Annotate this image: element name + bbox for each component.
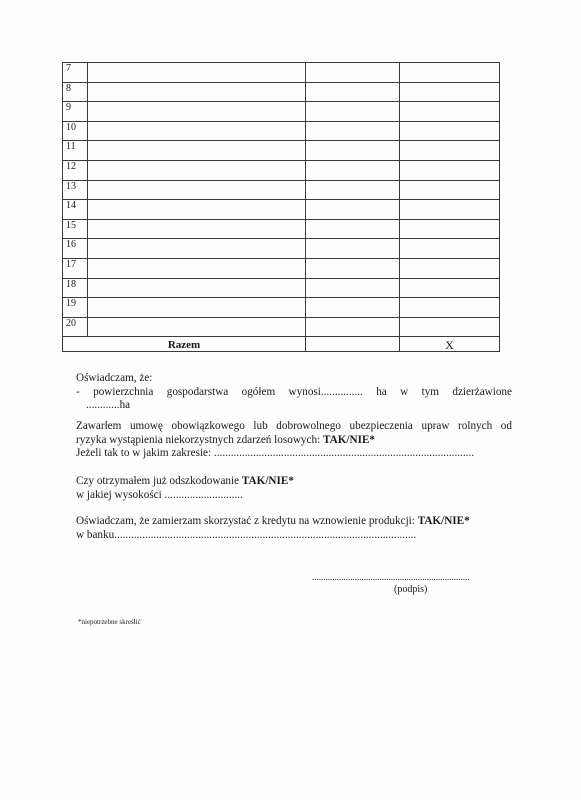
compensation-question: Czy otrzymałem już odszkodowanie: [76, 475, 242, 487]
compensation-amount-line: w jakiej wysokości ............................: [76, 488, 243, 501]
empty-cell: [400, 63, 500, 83]
row-number: 7: [63, 63, 88, 83]
compensation-declaration: [76, 475, 512, 502]
empty-cell: [306, 141, 400, 161]
empty-cell: [306, 82, 400, 102]
empty-cell: [400, 121, 500, 141]
row-number: 8: [63, 82, 88, 102]
empty-cell: [88, 278, 306, 298]
empty-cell: [306, 121, 400, 141]
row-number: 12: [63, 160, 88, 180]
total-x-mark: X: [400, 337, 500, 352]
empty-cell: [400, 258, 500, 278]
empty-cell: [306, 278, 400, 298]
empty-cell: [88, 219, 306, 239]
empty-cell: [88, 180, 306, 200]
parcel-table-body: [63, 63, 500, 352]
row-number: 20: [63, 317, 88, 337]
empty-cell: [400, 82, 500, 102]
row-number: 14: [63, 200, 88, 220]
credit-question: Oświadczam, że zamierzam skorzystać z kredytu na wznowienie produkcji:: [76, 515, 418, 527]
total-label: Razem: [63, 337, 306, 352]
table-row: [63, 317, 500, 337]
row-number: 13: [63, 180, 88, 200]
empty-cell: [400, 317, 500, 337]
empty-cell: [400, 219, 500, 239]
area-statement-line: - powierzchnia gospodarstwa ogółem wynosi............... ha w tym dzierżawione: [76, 385, 512, 398]
empty-cell: [400, 298, 500, 318]
row-number: 9: [63, 102, 88, 122]
row-number: 17: [63, 258, 88, 278]
table-row: [63, 200, 500, 220]
empty-cell: [306, 239, 400, 259]
table-row: [63, 63, 500, 83]
table-row: [63, 219, 500, 239]
empty-cell: [88, 121, 306, 141]
row-number: 11: [63, 141, 88, 161]
compensation-line-1: [76, 475, 512, 489]
row-number: 18: [63, 278, 88, 298]
empty-cell: [306, 102, 400, 122]
row-number: 15: [63, 219, 88, 239]
table-row: [63, 121, 500, 141]
leased-area-line: ............ha: [86, 399, 131, 411]
empty-cell: [88, 298, 306, 318]
signature-label: (podpis): [394, 584, 428, 595]
empty-cell: [306, 219, 400, 239]
empty-cell: [88, 160, 306, 180]
empty-cell: [400, 278, 500, 298]
empty-cell: [306, 180, 400, 200]
credit-yes-no: TAK/NIE*: [417, 515, 470, 527]
empty-cell: [306, 160, 400, 180]
table-row: [63, 258, 500, 278]
empty-cell: [400, 102, 500, 122]
empty-cell: [306, 317, 400, 337]
empty-cell: [306, 200, 400, 220]
row-number: 10: [63, 121, 88, 141]
empty-cell: [88, 102, 306, 122]
empty-cell: [88, 317, 306, 337]
empty-cell: [88, 141, 306, 161]
insurance-question: ryzyka wystąpienia niekorzystnych zdarzeń losowych:: [76, 433, 323, 446]
credit-line-1: [76, 515, 512, 529]
table-row: [63, 180, 500, 200]
row-number: 16: [63, 239, 88, 259]
declaration-area: [76, 372, 512, 413]
empty-cell: [400, 200, 500, 220]
empty-cell: [88, 258, 306, 278]
empty-cell: [306, 298, 400, 318]
insurance-declaration: [76, 420, 512, 461]
row-number: 19: [63, 298, 88, 318]
empty-cell: [400, 239, 500, 259]
table-row: [63, 141, 500, 161]
empty-cell: [400, 141, 500, 161]
footnote: *niepotrzebne skreślić: [78, 618, 141, 626]
table-row: [63, 298, 500, 318]
total-cell: [306, 337, 400, 352]
empty-cell: [88, 200, 306, 220]
declaration-heading: Oświadczam, że:: [76, 372, 153, 384]
credit-declaration: [76, 515, 512, 542]
total-row: [63, 337, 500, 352]
signature-line: ......................................................................: [312, 572, 470, 582]
insurance-line-2: [76, 434, 512, 448]
insurance-line-1: Zawarłem umowę obowiązkowego lub dobrowolnego ubezpieczenia upraw rolnych od: [76, 420, 512, 432]
empty-cell: [306, 258, 400, 278]
insurance-yes-no: TAK/NIE*: [322, 433, 375, 446]
empty-cell: [306, 63, 400, 83]
table-row: [63, 82, 500, 102]
bank-line: w banku............................................................................................................: [76, 528, 417, 541]
table-row: [63, 239, 500, 259]
table-row: [63, 160, 500, 180]
empty-cell: [400, 180, 500, 200]
empty-cell: [400, 160, 500, 180]
table-row: [63, 102, 500, 122]
empty-cell: [88, 239, 306, 259]
empty-cell: [88, 82, 306, 102]
compensation-yes-no: TAK/NIE*: [241, 475, 294, 487]
insurance-scope-line: Jeżeli tak to w jakim zakresie: .............................................................................................: [76, 447, 475, 459]
table-row: [63, 278, 500, 298]
parcel-table: [62, 62, 500, 352]
empty-cell: [88, 63, 306, 83]
